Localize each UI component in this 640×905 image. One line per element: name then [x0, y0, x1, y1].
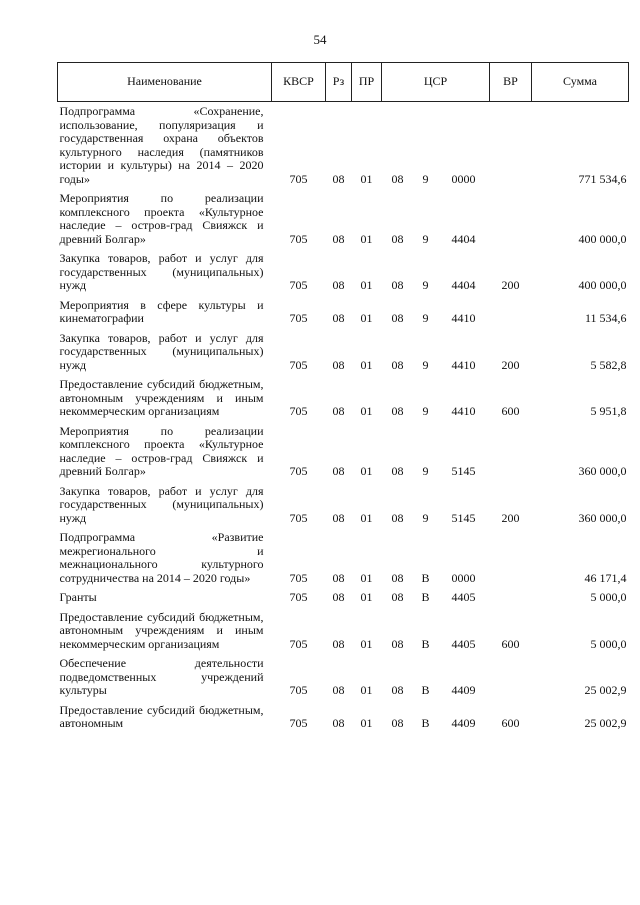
cell-csr-code: 4409: [451, 716, 476, 730]
cell-name: Закупка товаров, работ и услуг для государственных (муниципальных) нужд: [59, 483, 264, 525]
cell-rz: 08: [332, 311, 345, 325]
cell-sum: 46 171,4: [584, 570, 627, 585]
cell-name: Гранты: [59, 590, 97, 604]
cell-name: Закупка товаров, работ и услуг для государственных (муниципальных) нужд: [59, 251, 264, 292]
cell-pr: 01: [360, 590, 373, 604]
cell-vr: [490, 654, 532, 701]
cell-sum: 25 002,9: [584, 716, 627, 730]
cell-rz: 08: [332, 590, 345, 604]
cell-rz: 08: [332, 231, 345, 246]
header-csr: ЦСР: [382, 63, 490, 102]
cell-sum: 360 000,0: [578, 510, 627, 525]
cell-vr: 200: [501, 357, 520, 372]
header-kvsr: КВСР: [272, 63, 326, 102]
cell-rz: 08: [332, 464, 345, 478]
cell-kvsr: 705: [289, 570, 308, 585]
cell-name: Мероприятия по реализации комплексного проекта «Культурное наследие – остров-град Свияжск и древний Болгар»: [59, 423, 264, 478]
cell-csr-subprogram: 9: [422, 171, 429, 186]
table-row: [58, 654, 629, 701]
cell-csr-program: 08: [391, 404, 404, 418]
cell-sum: 11 534,6: [584, 311, 627, 325]
table-row: [58, 528, 629, 588]
budget-table: [57, 62, 629, 734]
cell-name: Закупка товаров, работ и услуг для государственных (муниципальных) нужд: [59, 330, 264, 372]
cell-csr-subprogram: 9: [422, 357, 429, 372]
cell-csr-program: 08: [391, 590, 404, 604]
cell-csr-subprogram: 9: [422, 464, 429, 478]
cell-sum: 5 582,8: [590, 357, 627, 372]
cell-csr-subprogram: 9: [422, 231, 429, 246]
cell-sum: 5 000,0: [590, 636, 627, 651]
cell-pr: 01: [360, 357, 373, 372]
cell-sum: 400 000,0: [578, 278, 627, 292]
cell-vr: [490, 296, 532, 329]
cell-kvsr: 705: [289, 404, 308, 418]
cell-vr: 600: [501, 636, 520, 651]
cell-kvsr: 705: [289, 171, 308, 186]
cell-csr-code: 4404: [451, 278, 476, 292]
cell-rz: 08: [332, 357, 345, 372]
cell-rz: 08: [332, 683, 345, 697]
cell-pr: 01: [360, 404, 373, 418]
cell-csr-code: 4410: [451, 357, 476, 372]
cell-kvsr: 705: [289, 636, 308, 651]
cell-csr-program: 08: [391, 464, 404, 478]
table-row: [58, 422, 629, 482]
cell-csr-program: 08: [391, 171, 404, 186]
cell-vr: 600: [501, 716, 520, 730]
table-row: [58, 102, 629, 190]
cell-csr-program: 08: [391, 636, 404, 651]
table-row: [58, 701, 629, 734]
cell-csr-program: 08: [391, 357, 404, 372]
cell-csr-subprogram: В: [421, 590, 430, 604]
cell-vr: [490, 528, 532, 588]
cell-pr: 01: [360, 716, 373, 730]
cell-pr: 01: [360, 311, 373, 325]
cell-rz: 08: [332, 636, 345, 651]
cell-name: Предоставление субсидий бюджетным, автономным: [59, 702, 264, 730]
cell-name: Предоставление субсидий бюджетным, автономным учреждениям и иным некоммерческим организациям: [59, 609, 264, 651]
cell-csr-program: 08: [391, 683, 404, 697]
cell-kvsr: 705: [289, 464, 308, 478]
cell-vr: 200: [501, 510, 520, 525]
table-row: [58, 608, 629, 655]
table-row: [58, 249, 629, 296]
cell-rz: 08: [332, 510, 345, 525]
cell-sum: 25 002,9: [584, 683, 627, 697]
header-sum: Сумма: [532, 63, 629, 102]
cell-name: Обеспечение деятельности подведомственных учреждений культуры: [59, 656, 264, 697]
cell-csr-program: 08: [391, 510, 404, 525]
cell-csr-code: 5145: [451, 510, 476, 525]
cell-csr-program: 08: [391, 570, 404, 585]
cell-csr-subprogram: В: [421, 570, 430, 585]
cell-vr: [490, 189, 532, 249]
cell-rz: 08: [332, 278, 345, 292]
cell-csr-subprogram: 9: [422, 311, 429, 325]
table-row: [58, 588, 629, 608]
cell-sum: 5 000,0: [590, 590, 627, 604]
cell-csr-code: 4405: [451, 636, 476, 651]
table-row: [58, 375, 629, 422]
cell-vr: [490, 422, 532, 482]
cell-csr-code: 4409: [451, 683, 476, 697]
cell-csr-subprogram: В: [421, 716, 430, 730]
cell-csr-code: 0000: [451, 171, 476, 186]
cell-vr: 200: [501, 278, 520, 292]
cell-pr: 01: [360, 636, 373, 651]
cell-kvsr: 705: [289, 590, 308, 604]
cell-kvsr: 705: [289, 357, 308, 372]
header-rz: Рз: [326, 63, 352, 102]
cell-name: Подпрограмма «Сохранение, использование, популяризация и государственная охрана объектов культурного наследия (памятников истории и культуры) на 2014 – 2020 годы»: [59, 104, 264, 186]
cell-csr-subprogram: 9: [422, 278, 429, 292]
table-row: [58, 482, 629, 529]
cell-pr: 01: [360, 510, 373, 525]
cell-kvsr: 705: [289, 510, 308, 525]
cell-sum: 360 000,0: [578, 464, 627, 478]
cell-kvsr: 705: [289, 683, 308, 697]
cell-csr-code: 4404: [451, 231, 476, 246]
cell-pr: 01: [360, 683, 373, 697]
table-body: [58, 102, 629, 734]
header-name: Наименование: [58, 63, 272, 102]
cell-name: Мероприятия в сфере культуры и кинематографии: [59, 297, 264, 325]
cell-pr: 01: [360, 171, 373, 186]
cell-kvsr: 705: [289, 311, 308, 325]
cell-sum: 400 000,0: [578, 231, 627, 246]
cell-pr: 01: [360, 231, 373, 246]
cell-kvsr: 705: [289, 716, 308, 730]
cell-rz: 08: [332, 716, 345, 730]
cell-vr: 600: [501, 404, 520, 418]
cell-csr-code: 0000: [451, 570, 476, 585]
table-row: [58, 189, 629, 249]
cell-csr-program: 08: [391, 716, 404, 730]
cell-vr: [490, 102, 532, 190]
cell-csr-program: 08: [391, 311, 404, 325]
cell-csr-program: 08: [391, 231, 404, 246]
cell-csr-subprogram: В: [421, 683, 430, 697]
cell-name: Подпрограмма «Развитие межрегионального и межнационального культурного сотрудничества на 2014 – 2020 годы»: [59, 530, 264, 585]
cell-csr-subprogram: В: [421, 636, 430, 651]
cell-csr-subprogram: 9: [422, 510, 429, 525]
cell-csr-code: 5145: [451, 464, 476, 478]
header-pr: ПР: [352, 63, 382, 102]
table-row: [58, 329, 629, 376]
table-header-row: [58, 63, 629, 102]
cell-sum: 5 951,8: [590, 404, 627, 418]
cell-rz: 08: [332, 404, 345, 418]
page-number: 54: [313, 32, 327, 47]
cell-kvsr: 705: [289, 278, 308, 292]
cell-pr: 01: [360, 464, 373, 478]
cell-vr: [490, 588, 532, 608]
cell-name: Предоставление субсидий бюджетным, автономным учреждениям и иным некоммерческим организациям: [59, 377, 264, 418]
cell-pr: 01: [360, 570, 373, 585]
cell-rz: 08: [332, 570, 345, 585]
cell-csr-program: 08: [391, 278, 404, 292]
header-vr: ВР: [490, 63, 532, 102]
cell-sum: 771 534,6: [578, 171, 627, 186]
cell-rz: 08: [332, 171, 345, 186]
table-row: [58, 296, 629, 329]
cell-csr-code: 4410: [451, 311, 476, 325]
cell-name: Мероприятия по реализации комплексного проекта «Культурное наследие – остров-град Свияжск и древний Болгар»: [59, 191, 264, 246]
cell-pr: 01: [360, 278, 373, 292]
cell-csr-code: 4410: [451, 404, 476, 418]
cell-csr-code: 4405: [451, 590, 476, 604]
cell-kvsr: 705: [289, 231, 308, 246]
cell-csr-subprogram: 9: [422, 404, 429, 418]
